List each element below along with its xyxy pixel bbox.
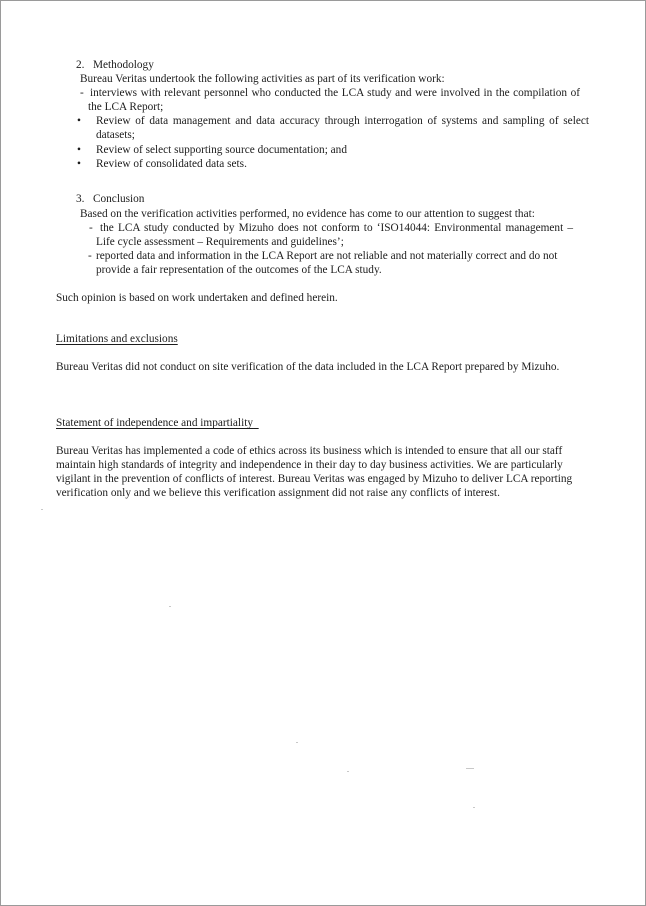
methodology-item-3: Review of select supporting source documentation; and [96,144,347,156]
conclusion-item-2: reported data and information in the LCA Report are not reliable and not materially correct and do not provide a fair representation of the outcomes of the LCA study. [96,250,558,276]
independence-heading [56,416,259,430]
scan-speck [169,606,171,607]
conclusion-number: 3. [76,193,85,205]
independence-body: Bureau Veritas has implemented a code of ethics across its business which is intended to ensure that all our staff maintain high standards of integrity and independence in their day to day business activities. We are particularly vigilant in the prevention of conflicts of interest. Bureau Veritas was engaged by Mizuho to deliver LCA reporting verification only and we believe this verification assignment did not raise any conflicts of interest. [56,445,573,499]
methodology-title: Methodology [92,59,154,71]
conclusion-heading [76,192,144,206]
conclusion-item-1: the LCA study conducted by Mizuho does not conform to ‘ISO14044: Environmental management – Life cycle assessment – Requirements and guidelines’; [96,222,573,248]
conclusion-item-1-marker: - [89,222,93,234]
conclusion-intro: Based on the verification activities performed, no evidence has come to our attention to suggest that: [80,208,535,220]
scan-speck [466,768,474,769]
methodology-item-4-marker: • [77,158,81,170]
limitations-body: Bureau Veritas did not conduct on site verification of the data included in the LCA Report prepared by Mizuho. [56,361,560,373]
opinion-statement: Such opinion is based on work undertaken and defined herein. [56,292,338,304]
conclusion-item-2-marker: - [88,250,92,262]
scan-speck [347,771,349,772]
scan-speck [296,742,298,743]
methodology-number: 2. [76,59,85,71]
methodology-item-1: interviews with relevant personnel who conducted the LCA study and were involved in the compilation of the LCA Report; [88,87,580,113]
methodology-item-2: Review of data management and data accuracy through interrogation of systems and sampling of select datasets; [96,115,589,141]
limitations-heading: Limitations and exclusions [56,333,178,345]
scan-speck [41,509,43,510]
scan-speck [473,807,475,808]
independence-heading-text: Statement of independence and impartiality [56,417,254,429]
methodology-item-4: Review of consolidated data sets. [96,158,247,170]
methodology-intro: Bureau Veritas undertook the following activities as part of its verification work: [80,73,445,85]
methodology-item-2-marker: • [77,115,81,127]
methodology-item-3-marker: • [77,144,81,156]
conclusion-title: Conclusion [92,193,145,205]
methodology-item-1-marker: - [80,87,84,99]
methodology-heading [76,58,154,72]
